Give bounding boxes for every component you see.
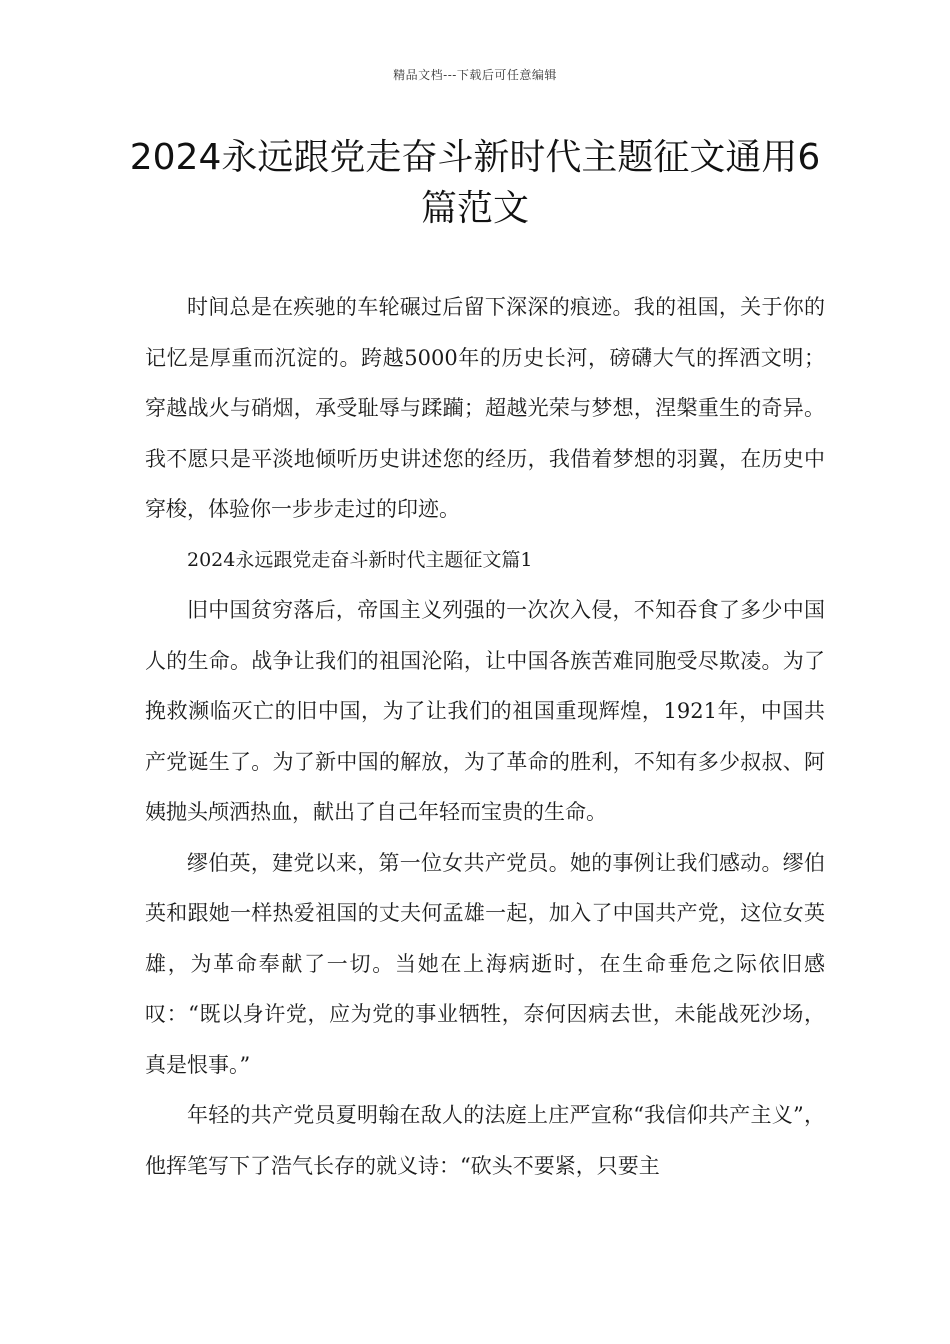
body-paragraph: 缪伯英，建党以来，第一位女共产党员。她的事例让我们感动。缪伯英和跟她一样热爱祖国的丈夫何孟雄一起，加入了中国共产党，这位女英雄，为革命奉献了一切。当她在上海病逝时，在生命垂危之际依旧感叹：“既以身许党，应为党的事业牺牲，奈何因病去世，未能战死沙场，真是恨事。” — [145, 850, 825, 1077]
body-paragraph: 年轻的共产党员夏明翰在敌人的法庭上庄严宣称“我信仰共产主义”，他挥笔写下了浩气长存的就义诗：“砍头不要紧，只要主 — [145, 1103, 825, 1178]
intro-paragraph: 时间总是在疾驰的车轮碾过后留下深深的痕迹。我的祖国，关于你的记忆是厚重而沉淀的。跨越5000年的历史长河，磅礴大气的挥洒文明；穿越战火与硝烟，承受耻辱与蹂躏；超越光荣与梦想，涅槃重生的奇异。我不愿只是平淡地倾听历史讲述您的经历，我借着梦想的羽翼，在历史中穿梭，体验你一步步走过的印迹。 — [145, 295, 825, 521]
body-paragraph: 旧中国贫穷落后，帝国主义列强的一次次入侵，不知吞食了多少中国人的生命。战争让我们的祖国沦陷，让中国各族苦难同胞受尽欺凌。为了挽救濒临灭亡的旧中国，为了让我们的祖国重现辉煌，1921年，中国共产党诞生了。为了新中国的解放，为了革命的胜利，不知有多少叔叔、阿姨抛头颅洒热血，献出了自己年轻而宝贵的生命。 — [145, 598, 825, 824]
document-title: 2024永远跟党走奋斗新时代主题征文通用6篇范文 — [129, 137, 821, 229]
header-note: 精品文档---下载后可任意编辑 — [393, 68, 557, 82]
section-heading-1: 2024永远跟党走奋斗新时代主题征文篇1 — [187, 548, 533, 571]
document-body — [145, 282, 825, 1191]
